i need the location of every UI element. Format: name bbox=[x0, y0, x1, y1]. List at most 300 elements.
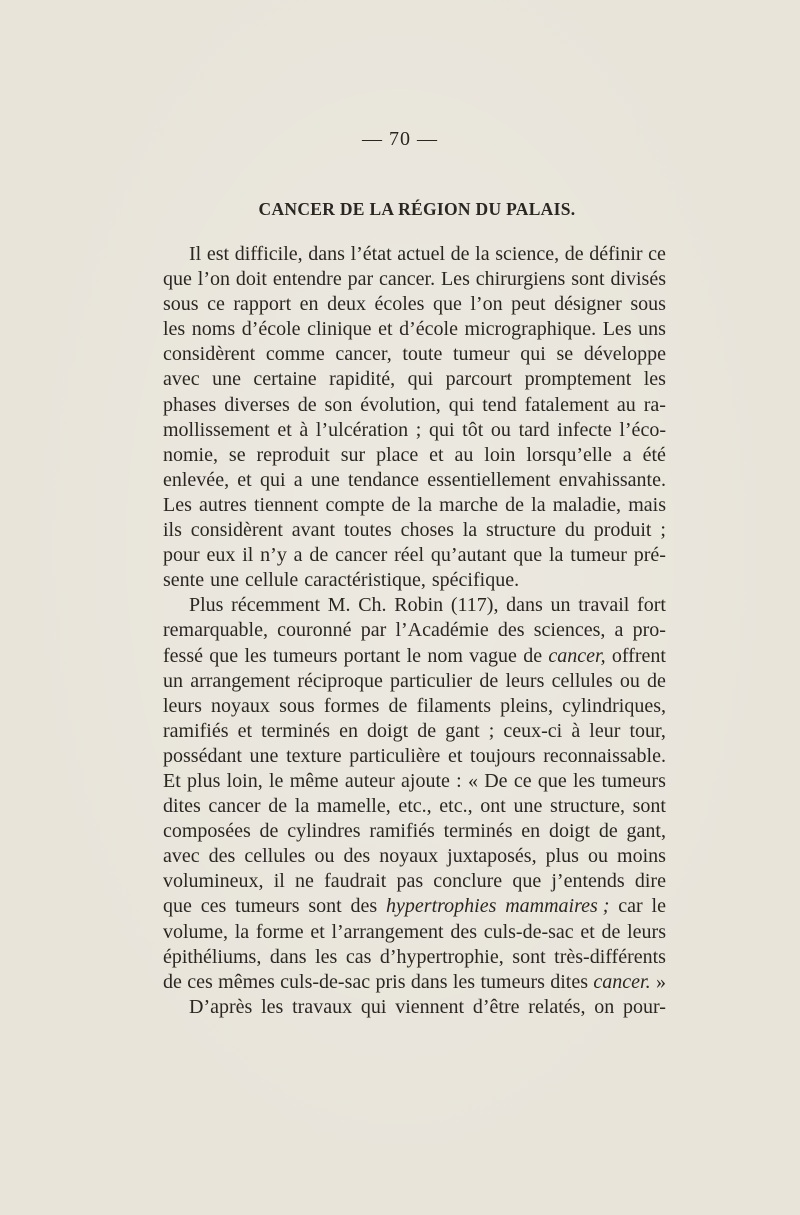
word: avec bbox=[163, 845, 200, 868]
word: une bbox=[212, 368, 241, 391]
word: un bbox=[163, 669, 183, 692]
word: même bbox=[289, 769, 339, 792]
word: les bbox=[244, 644, 267, 667]
word: de bbox=[564, 243, 584, 265]
word: et bbox=[310, 920, 325, 943]
word: la bbox=[234, 920, 250, 943]
word: et bbox=[378, 318, 393, 341]
word: qui bbox=[407, 368, 434, 391]
text-line bbox=[163, 945, 666, 970]
word: actuel bbox=[397, 243, 446, 265]
text-line bbox=[163, 317, 666, 342]
word: d’hypertrophie, bbox=[379, 945, 504, 968]
word: ramifiés bbox=[369, 820, 435, 843]
word: des bbox=[497, 619, 525, 642]
text-line bbox=[163, 694, 666, 719]
word: ra- bbox=[643, 393, 666, 416]
word: récemment bbox=[231, 594, 321, 617]
word: difficile, bbox=[234, 243, 303, 265]
word: nomie, bbox=[163, 443, 218, 466]
word: toutes bbox=[343, 519, 392, 542]
word: volumineux, bbox=[163, 870, 264, 893]
word: été bbox=[642, 443, 666, 466]
word: doigt bbox=[367, 719, 409, 742]
word: l’arrangement bbox=[331, 920, 444, 943]
word: diverses bbox=[224, 393, 290, 416]
word: cancer. bbox=[593, 970, 651, 993]
word: qui bbox=[259, 468, 286, 491]
text-line bbox=[163, 819, 666, 844]
word: cancer, bbox=[548, 644, 606, 667]
text-line bbox=[163, 844, 666, 869]
word: les bbox=[572, 769, 596, 792]
word: les bbox=[261, 995, 284, 1018]
word: filaments bbox=[416, 694, 492, 717]
word: Il bbox=[189, 243, 202, 265]
word: loin, bbox=[226, 769, 263, 792]
word: considèrent bbox=[190, 519, 283, 542]
text-line bbox=[163, 970, 666, 995]
word: texture bbox=[286, 744, 342, 767]
word: tendance bbox=[347, 468, 420, 491]
word: et bbox=[447, 744, 463, 767]
word: choses bbox=[400, 519, 454, 542]
word: ou bbox=[588, 845, 608, 868]
word: j’entends bbox=[551, 870, 625, 893]
word: toujours bbox=[470, 744, 536, 767]
word: ont bbox=[480, 795, 506, 818]
word: particulière bbox=[349, 744, 441, 767]
word: tumeur bbox=[453, 343, 510, 366]
word: et bbox=[429, 443, 444, 466]
word: portant bbox=[343, 644, 401, 667]
word: la bbox=[417, 493, 432, 516]
word: tumeurs bbox=[480, 970, 545, 993]
word: science, bbox=[495, 243, 560, 265]
word: et bbox=[237, 468, 252, 491]
word: tiennent bbox=[253, 493, 319, 516]
word: » bbox=[655, 970, 666, 993]
word: les bbox=[163, 318, 186, 341]
word: il bbox=[242, 544, 254, 567]
text-line bbox=[163, 769, 666, 794]
word: ces bbox=[187, 970, 213, 993]
text-line bbox=[163, 468, 666, 493]
word: réciproque bbox=[297, 669, 383, 692]
word: terminés bbox=[443, 820, 513, 843]
word: et bbox=[237, 719, 253, 742]
word: maladie, bbox=[552, 493, 622, 516]
text-line bbox=[163, 367, 666, 392]
word: De bbox=[484, 769, 508, 792]
word: sont bbox=[632, 795, 666, 818]
text-line bbox=[163, 267, 666, 292]
word: développe bbox=[583, 343, 666, 366]
text-line bbox=[163, 292, 666, 317]
word: dites bbox=[550, 970, 589, 993]
word: fort bbox=[637, 594, 666, 617]
word: que bbox=[432, 293, 462, 316]
word: une bbox=[210, 569, 239, 592]
word: l’Académie bbox=[395, 619, 489, 642]
word: enlevée, bbox=[163, 468, 230, 491]
word: structure bbox=[486, 519, 556, 542]
word: de bbox=[391, 493, 411, 516]
text-line bbox=[163, 393, 666, 418]
text-line bbox=[163, 242, 666, 267]
word: dans bbox=[410, 970, 448, 993]
word: d’école bbox=[241, 318, 301, 341]
word: que bbox=[537, 769, 567, 792]
text-line bbox=[163, 493, 666, 518]
word: peut bbox=[511, 293, 546, 316]
word: ; bbox=[488, 719, 495, 742]
word: d’école bbox=[399, 318, 458, 341]
word: se bbox=[556, 343, 574, 366]
word: relatés, bbox=[528, 995, 586, 1018]
word: caractéristique, bbox=[304, 569, 426, 592]
word: doigt bbox=[548, 820, 591, 843]
word: couronné bbox=[277, 619, 352, 642]
word: son bbox=[324, 393, 353, 416]
word: rapport bbox=[233, 293, 292, 316]
word: « bbox=[467, 769, 478, 792]
word: spécifique. bbox=[431, 569, 520, 592]
word: culs-de-sac bbox=[280, 970, 371, 993]
word: rapidité, bbox=[329, 368, 396, 391]
word: en bbox=[339, 719, 358, 742]
word: la bbox=[475, 243, 490, 265]
word: de bbox=[417, 719, 437, 742]
word: envahissante. bbox=[558, 468, 666, 491]
word: sente bbox=[163, 569, 205, 592]
word: par bbox=[360, 619, 387, 642]
word: Plus bbox=[189, 594, 224, 617]
word: a bbox=[293, 544, 303, 567]
word: dans bbox=[506, 594, 543, 617]
word: ou bbox=[619, 669, 640, 692]
word: on bbox=[594, 995, 615, 1018]
word: leurs bbox=[627, 920, 666, 943]
word: : bbox=[456, 769, 462, 792]
word: clinique bbox=[307, 318, 372, 341]
word: tumeurs bbox=[272, 644, 338, 667]
word: et bbox=[580, 920, 595, 943]
word: noms bbox=[191, 318, 236, 341]
word: du bbox=[564, 519, 585, 542]
word: des bbox=[208, 845, 236, 868]
word: D’après bbox=[189, 995, 253, 1018]
word: désigner bbox=[554, 293, 622, 316]
word: sous bbox=[163, 293, 199, 316]
word: n’y bbox=[260, 544, 287, 567]
word: travaux bbox=[292, 995, 353, 1018]
word: sur bbox=[340, 443, 366, 466]
word: de bbox=[450, 243, 470, 265]
word: nom bbox=[427, 644, 463, 667]
word: promptement bbox=[524, 368, 632, 391]
word: ce bbox=[648, 243, 666, 265]
word: se bbox=[228, 443, 246, 466]
word: lorsqu’elle bbox=[526, 443, 612, 466]
word: qui bbox=[448, 393, 475, 416]
word: de bbox=[598, 820, 618, 843]
word: faudrait bbox=[324, 870, 387, 893]
word: mollissement bbox=[163, 418, 270, 441]
word: juxtaposés, bbox=[447, 845, 537, 868]
word: M. bbox=[327, 594, 351, 617]
word: les bbox=[315, 945, 338, 968]
word: Ch. bbox=[358, 594, 387, 617]
word: cellules bbox=[244, 845, 306, 868]
word: ou bbox=[314, 845, 335, 868]
word: sous bbox=[630, 293, 666, 316]
word: avec bbox=[163, 368, 200, 391]
word: de bbox=[601, 920, 621, 943]
word: uns bbox=[638, 318, 666, 341]
word: ne bbox=[295, 870, 314, 893]
word: moins bbox=[617, 845, 666, 868]
word: doit bbox=[235, 268, 267, 291]
word: conclure bbox=[433, 870, 503, 893]
word: que bbox=[163, 268, 192, 291]
text-line bbox=[163, 568, 666, 593]
word: de bbox=[268, 795, 288, 818]
word: terminés bbox=[261, 719, 330, 742]
word: une bbox=[513, 795, 543, 818]
word: au bbox=[616, 393, 636, 416]
word: cylindres bbox=[287, 820, 361, 843]
word: phases bbox=[163, 393, 217, 416]
word: de bbox=[259, 820, 279, 843]
word: place bbox=[376, 443, 419, 466]
word: dites bbox=[163, 795, 201, 818]
word: a bbox=[622, 443, 632, 466]
word: tard bbox=[518, 418, 550, 441]
word: épithéliums, bbox=[163, 945, 262, 968]
word: et bbox=[277, 418, 292, 441]
word: le bbox=[651, 895, 666, 918]
word: Les bbox=[440, 268, 470, 291]
word: d’être bbox=[472, 995, 520, 1018]
word: noyaux bbox=[211, 694, 270, 717]
word: structure, bbox=[549, 795, 625, 818]
word: cancer. bbox=[379, 268, 436, 291]
word: Les bbox=[163, 493, 192, 516]
word: forme bbox=[255, 920, 304, 943]
word: formes bbox=[323, 694, 380, 717]
word: la bbox=[549, 544, 564, 567]
word: pour- bbox=[623, 995, 666, 1018]
section-title: CANCER DE LA RÉGION DU PALAIS. bbox=[258, 199, 576, 219]
word: chirurgiens bbox=[475, 268, 566, 291]
word: avant bbox=[291, 519, 336, 542]
text-line bbox=[163, 920, 666, 945]
word: de bbox=[505, 493, 525, 516]
word: très-différents bbox=[554, 945, 666, 968]
word: etc., bbox=[398, 795, 432, 818]
word: ; bbox=[415, 418, 422, 441]
word: que bbox=[209, 644, 239, 667]
word: en bbox=[521, 820, 541, 843]
word: un bbox=[550, 594, 571, 617]
word: (117), bbox=[450, 594, 499, 617]
word: pour bbox=[163, 544, 200, 567]
word: etc., bbox=[439, 795, 473, 818]
word: comme bbox=[265, 343, 325, 366]
word: cancer bbox=[335, 544, 388, 567]
word: de bbox=[297, 393, 317, 416]
word: réel bbox=[394, 544, 425, 567]
word: qui bbox=[428, 418, 455, 441]
word: cas bbox=[345, 945, 372, 968]
word: culs-de-sac bbox=[483, 920, 574, 943]
word: définir bbox=[589, 243, 643, 265]
word: de bbox=[309, 544, 329, 567]
word: hypertrophies bbox=[386, 895, 497, 918]
word: au bbox=[454, 443, 474, 466]
word: pas bbox=[396, 870, 424, 893]
word: sciences, bbox=[533, 619, 606, 642]
text-line bbox=[163, 744, 666, 769]
word: de bbox=[388, 694, 408, 717]
word: cancer bbox=[208, 795, 261, 818]
word: ces bbox=[200, 895, 227, 918]
word: ajoute bbox=[401, 769, 450, 792]
word: volume, bbox=[163, 920, 228, 943]
word: fessé bbox=[163, 644, 203, 667]
word: ceux-ci bbox=[503, 719, 563, 742]
text-line bbox=[163, 543, 666, 568]
word: sous bbox=[279, 694, 315, 717]
word: le bbox=[269, 769, 284, 792]
word: de bbox=[523, 644, 543, 667]
word: parcourt bbox=[445, 368, 513, 391]
word: a bbox=[614, 619, 624, 642]
word: qu’autant bbox=[430, 544, 507, 567]
word: ramifiés bbox=[163, 719, 229, 742]
word: arrangement bbox=[190, 669, 291, 692]
word: gant, bbox=[626, 820, 666, 843]
word: il bbox=[273, 870, 285, 893]
word: eux bbox=[206, 544, 236, 567]
word: cellule bbox=[244, 569, 299, 592]
word: compte bbox=[325, 493, 385, 516]
word: sont bbox=[571, 268, 605, 291]
word: entendre bbox=[272, 268, 342, 291]
text-line bbox=[163, 719, 666, 744]
word: tumeurs bbox=[235, 895, 300, 918]
text-line bbox=[163, 894, 666, 919]
word: certaine bbox=[253, 368, 317, 391]
word: cancer, bbox=[335, 343, 392, 366]
word: à bbox=[571, 719, 581, 742]
word: les bbox=[452, 970, 476, 993]
word: deux bbox=[327, 293, 366, 316]
word: divisés bbox=[610, 268, 666, 291]
word: considèrent bbox=[163, 343, 256, 366]
word: car bbox=[618, 895, 643, 918]
word: essentiellement bbox=[427, 468, 551, 491]
word: micrographique. bbox=[464, 318, 597, 341]
text-line bbox=[163, 794, 666, 819]
word: pro- bbox=[632, 619, 666, 642]
word: dire bbox=[634, 870, 666, 893]
word: l’ulcération bbox=[315, 418, 409, 441]
word: ; bbox=[660, 519, 666, 542]
word: reconnaissable. bbox=[543, 744, 666, 767]
word: loin bbox=[484, 443, 516, 466]
word: tour, bbox=[629, 719, 666, 742]
word: pré- bbox=[633, 544, 666, 567]
word: la bbox=[294, 795, 310, 818]
word: toute bbox=[402, 343, 443, 366]
word: l’on bbox=[470, 293, 503, 316]
word: évolution, bbox=[360, 393, 441, 416]
word: autres bbox=[199, 493, 247, 516]
word: infecte bbox=[557, 418, 612, 441]
text-line bbox=[163, 443, 666, 468]
word: qui bbox=[360, 995, 387, 1018]
word: leurs bbox=[163, 694, 202, 717]
word: leurs bbox=[505, 669, 545, 692]
text-line bbox=[163, 869, 666, 894]
word: le bbox=[406, 644, 422, 667]
word: que bbox=[512, 870, 542, 893]
word: sont bbox=[512, 945, 546, 968]
word: particulier bbox=[390, 669, 473, 692]
text-line bbox=[163, 995, 666, 1020]
word: ils bbox=[163, 519, 182, 542]
word: ou bbox=[490, 418, 511, 441]
word: tôt bbox=[462, 418, 484, 441]
word: une bbox=[310, 468, 340, 491]
text-line bbox=[163, 644, 666, 669]
word: pleins, bbox=[500, 694, 553, 717]
word: des bbox=[350, 895, 378, 918]
word: fatalement bbox=[524, 393, 609, 416]
word: remarquable, bbox=[163, 619, 268, 642]
word: des bbox=[450, 920, 477, 943]
word: tend bbox=[482, 393, 517, 416]
word: tumeur bbox=[570, 544, 627, 567]
word: offrent bbox=[611, 644, 666, 667]
word: ce bbox=[513, 769, 532, 792]
page-number: — 70 — bbox=[362, 128, 438, 150]
word: possédant bbox=[163, 744, 242, 767]
word: de bbox=[647, 669, 666, 692]
text-line bbox=[163, 618, 666, 643]
word: vague bbox=[469, 644, 517, 667]
word: dans bbox=[308, 243, 345, 265]
word: Robin bbox=[394, 594, 444, 617]
word: la bbox=[462, 519, 478, 542]
word: travail bbox=[578, 594, 630, 617]
word: sont bbox=[308, 895, 342, 918]
word: que bbox=[513, 544, 543, 567]
word: plus bbox=[187, 769, 221, 792]
word: que bbox=[163, 895, 192, 918]
word: noyaux bbox=[379, 845, 439, 868]
word: écoles bbox=[374, 293, 425, 316]
word: en bbox=[299, 293, 319, 316]
text-line bbox=[163, 418, 666, 443]
word: tumeurs bbox=[601, 769, 666, 792]
word: pris bbox=[375, 970, 406, 993]
word: dans bbox=[269, 945, 307, 968]
word: mêmes bbox=[218, 970, 275, 993]
text-line bbox=[163, 593, 666, 618]
